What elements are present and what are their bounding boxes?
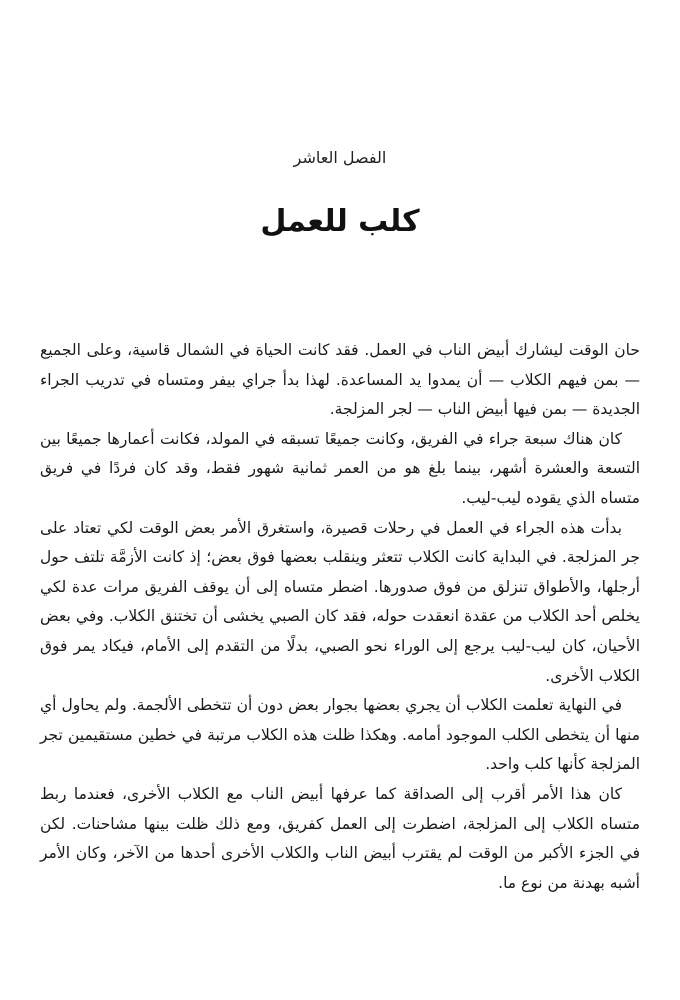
paragraph: كان هناك سبعة جراء في الفريق، وكانت جميعًا تسبقه في المولد، فكانت أعمارها جميعًا بين التسعة والعشرة أشهر، بينما بلغ هو من العمر ثمانية شهور فقط، وقد كان فردًا في فريق متساه الذي يقوده ليب-ليب. [40, 429, 640, 507]
paragraph: بدأت هذه الجراء في العمل في رحلات قصيرة، واستغرق الأمر بعض الوقت لكي تعتاد على جر المزلجة. في البداية كانت الكلاب تتعثر وينقلب بعضها فوق بعض؛ إذ كانت الأزمَّة تلتف حول أرجلها، والأطواق تنزلق من فوق صدورها. اضطر متساه إلى أن يوقف الفريق مرات عدة لكي يخلص أحد الكلاب من عقدة انعقدت حوله، فقد كان الصبي يخشى أن تختنق الكلاب. وفي بعض الأحيان، كان ليب-ليب يرجع إلى الوراء نحو الصبي، بدلًا من التقدم إلى الأمام، فيكاد يمر فوق الكلاب الأخرى. [40, 518, 640, 685]
paragraph: حان الوقت ليشارك أبيض الناب في العمل. فقد كانت الحياة في الشمال قاسية، وعلى الجميع — بمن فيهم الكلاب — أن يمدوا يد المساعدة. لهذا بدأ جراي بيفر ومتساه في تدريب الجراء الجديدة — بمن فيها أبيض الناب — لجر المزلجة. [40, 341, 640, 419]
paragraph: في النهاية تعلمت الكلاب أن يجري بعضها بجوار بعض دون أن تتخطى الألجمة. ولم يحاول أي منها أن يتخطى الكلب الموجود أمامه. وهكذا ظلت هذه الكلاب مرتبة في خطين مستقيمين تجر المزلجة كأنها كلب واحد. [40, 696, 640, 774]
paragraph: كان هذا الأمر أقرب إلى الصداقة كما عرفها أبيض الناب مع الكلاب الأخرى، فعندما ربط متساه الكلاب إلى المزلجة، اضطرت إلى العمل كفريق، ومع ذلك ظلت بينها مشاحنات. لكن في الجزء الأكبر من الوقت لم يقترب أبيض الناب والكلاب الأخرى أحدها من الآخر، وكان الأمر أشبه بهدنة من نوع ما. [40, 784, 640, 892]
chapter-title: كلب للعمل [260, 204, 420, 239]
chapter-number-label: الفصل العاشر [293, 148, 387, 167]
chapter-body [40, 336, 640, 898]
